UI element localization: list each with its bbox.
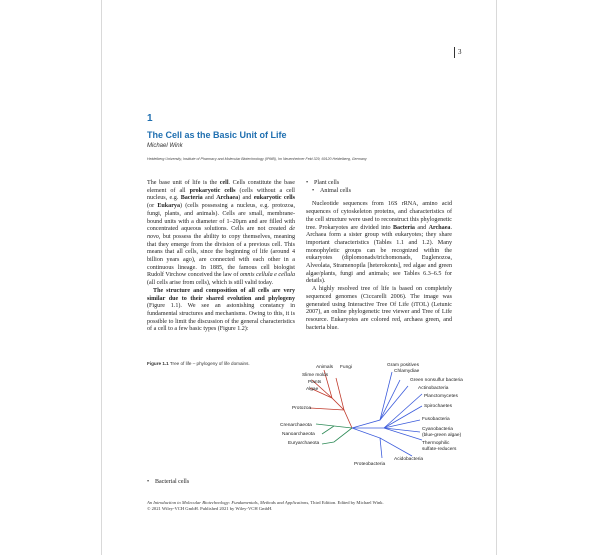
label-planctomycetes: Planctomycetes bbox=[424, 394, 458, 399]
label-nanoarchaeota: Nanoarchaeota bbox=[282, 432, 315, 437]
label-crenarchaeota: Crenarchaeota bbox=[280, 423, 312, 428]
bullet-bacterial-cells: • Bacterial cells bbox=[147, 479, 189, 485]
tree-of-life-paragraph: A highly resolved tree of life is based on completely sequenced genomes (Ciccarelli 2006). The image was generated using Interactive Tree Of Life (iTOL) (Letunic 2007), an online phylogenetic tree viewer and Tree of Life resource. Eukaryotes are colored red, archaea green, and bacteria blue. bbox=[306, 286, 452, 331]
label-chlamydiae: Chlamydiae bbox=[394, 369, 420, 374]
right-column bbox=[306, 180, 452, 332]
label-gram-positives: Gram positives bbox=[387, 363, 419, 368]
chapter-author: Michael Wink bbox=[147, 143, 183, 149]
label-plants: Plants bbox=[308, 380, 322, 385]
structure-paragraph: The structure and composition of all cells are very similar due to their shared evolution and phylogeny (Figure 1.1). We see an astonishing constancy in fundamental structures and mechanisms. Owing to this, it is possible to limit the discussion of the general characteristics of a cell to a few basic types (Figure 1.2): bbox=[147, 287, 295, 333]
label-protozoa: Protozoa bbox=[292, 406, 312, 411]
label-algae: Algae bbox=[306, 387, 319, 392]
bullet-plant-cells: • Plant cells bbox=[306, 180, 452, 188]
label-proteobacteria: Proteobacteria bbox=[354, 462, 386, 467]
label-green-nonsulfur: Green nonsulfur bacteria bbox=[410, 378, 463, 383]
label-cyanobacteria: Cyanobacteria bbox=[422, 427, 453, 432]
label-thermophilic: Thermophilic bbox=[422, 441, 450, 446]
footer-copyright: © 2021 Wiley-VCH GmbH. Published 2021 by Wiley-VCH GmbH. bbox=[147, 506, 273, 511]
figure-caption: Figure 1.1 Tree of life – phylogeny of life domains. bbox=[147, 361, 250, 366]
tree-of-life-figure bbox=[272, 358, 472, 474]
label-sulfate-reducers: sulfate-reducers bbox=[422, 447, 457, 452]
book-page bbox=[101, 0, 497, 555]
label-euryarchaeota: Euryarchaeota bbox=[288, 441, 320, 446]
eukaryote-branches bbox=[310, 370, 352, 428]
label-animals: Animals bbox=[316, 365, 334, 370]
page-number: 3 bbox=[454, 47, 462, 58]
left-column bbox=[147, 180, 295, 334]
label-fusobacteria: Fusobacteria bbox=[422, 417, 450, 422]
label-fungi: Fungi bbox=[340, 365, 352, 370]
author-affiliation: Heidelberg University, Institute of Pharmacy and Molecular Biotechnology (IPMB), Im Neuenheimer Feld 329, 69120 Heidelberg, Germany bbox=[147, 157, 367, 161]
chapter-number: 1 bbox=[147, 113, 153, 124]
intro-paragraph: The base unit of life is the cell. Cells constitute the base element of all prokaryotic cells (cells without a cell nucleus, e.g. Bacteria and Archaea) and eukaryotic cells (or Eukarya) (cells possessing a nucleus, e.g. protozoa, fungi, plants, and animals). Cells are small, membrane-bound units with a diameter of 1–20μm and are filled with concentrated aqueous solutions. Cells are not created de novo, but possess the ability to copy themselves, meaning that they emerge from the division of a previous cell. This means that all cells, since the beginning of life (around 4 billion years ago), are connected with each other in a continuous lineage. In 1885, the famous cell biologist Rudolf Virchow conceived the law of omnis cellula e cellula (all cells arise from cells), which is still valid today. bbox=[147, 180, 296, 287]
label-spirochaetes: Spirochaetes bbox=[424, 404, 452, 409]
label-acidobacteria: Acidobacteria bbox=[394, 457, 424, 462]
phylogeny-paragraph: Nucleotide sequences from 16S rRNA, amino acid sequences of cytoskeleton proteins, and characteristics of the cell structure were used to reconstruct this phylogenetic tree. Prokaryotes are divided into Bacteria and Archaea. Archaea form a sister group with eukaryotes; they share important characteristics (Tables 1.1 and 1.2). Many monophyletic groups can be recognized within the eukaryotes (diplomonads/trichomonads, Euglenozoa, Alveolata, Stramenopila [heterokonts], red algae and green algae/plants, fungi and animals; see Tables 6.3–6.5 for details). bbox=[306, 201, 452, 285]
label-blue-green: (blue-green algae) bbox=[422, 433, 462, 438]
bacteria-branches bbox=[352, 372, 422, 458]
label-actinobacteria: Actinobacteria bbox=[418, 386, 449, 391]
archaea-branches bbox=[316, 424, 352, 444]
footer-book-info: An Introduction to Molecular Biotechnology: Fundamentals, Methods and Applications, Third Edition. Edited by Michael Wink. bbox=[147, 500, 384, 505]
chapter-title: The Cell as the Basic Unit of Life bbox=[147, 130, 287, 140]
label-slime-molds: Slime molds bbox=[302, 373, 329, 378]
bullet-animal-cells: • Animal cells bbox=[306, 188, 452, 196]
